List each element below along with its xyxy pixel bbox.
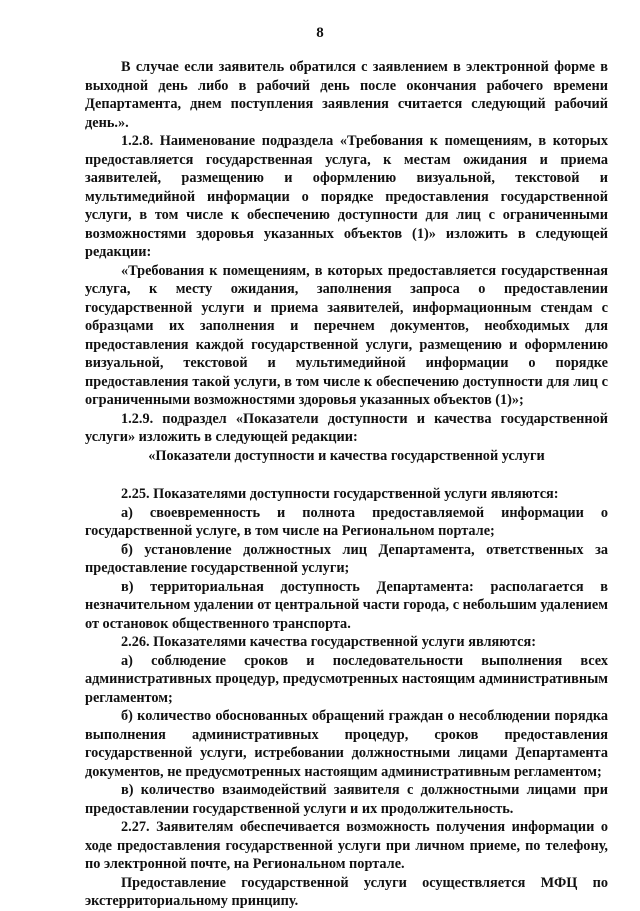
paragraph-1-2-9: 1.2.9. подраздел «Показатели доступности и качества государственной услуги» изложить в следующей редакции: bbox=[85, 410, 608, 445]
blank-line bbox=[85, 465, 608, 485]
paragraph-2-26: 2.26. Показателями качества государственной услуги являются: bbox=[121, 634, 537, 650]
list-item-2-26-b: б) количество обоснованных обращений граждан о несоблюдении порядка выполнения административных процедур, сроков предоставления государственной услуги, истребовании должностными лицами Департамента документов, не предусмотренных настоящим административным регламентом; bbox=[85, 708, 608, 780]
paragraph-1-2-8: 1.2.8. Наименование подраздела «Требования к помещениям, в которых предоставляется государственная услуга, к местам ожидания и приема заявителей, размещению и оформлению визуальной, текстовой и мультимедийной информации о порядке предоставления государственной услуги, в том числе к обеспечению доступности для лиц с ограниченными возможностями здоровья указанных объектов (1)» изложить в следующей редакции: bbox=[85, 133, 608, 260]
paragraph-premises-requirements: «Требования к помещениям, в которых предоставляется государственная услуга, к месту ожидания, заполнения запроса о предоставлении государственной услуги и приема заявителей, информационным стендам с образцами их заполнения и перечнем документов, необходимых для предоставления каждой государственной услуги, размещению и оформлению визуальной, текстовой и мультимедийной информации о порядке предоставления такой услуги, в том числе к обеспечению доступности для лиц с ограниченными возможностями здоровья указанных объектов (1)»; bbox=[85, 262, 608, 408]
list-item-2-26-a: а) соблюдение сроков и последовательности выполнения всех административных процедур, предусмотренных настоящим административным регламентом; bbox=[85, 652, 608, 706]
list-item-2-25-v: в) территориальная доступность Департамента: располагается в незначительном удалении от центральной части города, с небольшим удалением от остановок общественного транспорта. bbox=[85, 578, 609, 632]
document-body bbox=[85, 58, 608, 911]
page-number: 8 bbox=[316, 25, 324, 41]
list-item-2-25-a: а) своевременность и полнота предоставляемой информации о государственной услуге, в том числе на Региональном портале; bbox=[85, 504, 608, 539]
list-item-2-25-b: б) установление должностных лиц Департамента, ответственных за предоставление государственной услуги; bbox=[85, 541, 608, 576]
section-heading-indicators: «Показатели доступности и качества государственной услуги bbox=[148, 447, 545, 464]
list-item-2-26-v: в) количество взаимодействий заявителя с должностными лицами при предоставлении государственной услуги и их продолжительность. bbox=[85, 782, 608, 817]
paragraph-mfc: Предоставление государственной услуги осуществляется МФЦ по экстерриториальному принципу. bbox=[85, 874, 608, 909]
paragraph-2-25: 2.25. Показателями доступности государственной услуги являются: bbox=[121, 486, 559, 502]
paragraph-electronic-application: В случае если заявитель обратился с заявлением в электронной форме в выходной день либо в рабочий день после окончания рабочего времени Департамента, днем поступления заявления считается следующий рабочий день.». bbox=[85, 59, 608, 131]
paragraph-2-27: 2.27. Заявителям обеспечивается возможность получения информации о ходе предоставления государственной услуги при личном приеме, по телефону, по электронной почте, на Региональном портале. bbox=[85, 819, 608, 872]
